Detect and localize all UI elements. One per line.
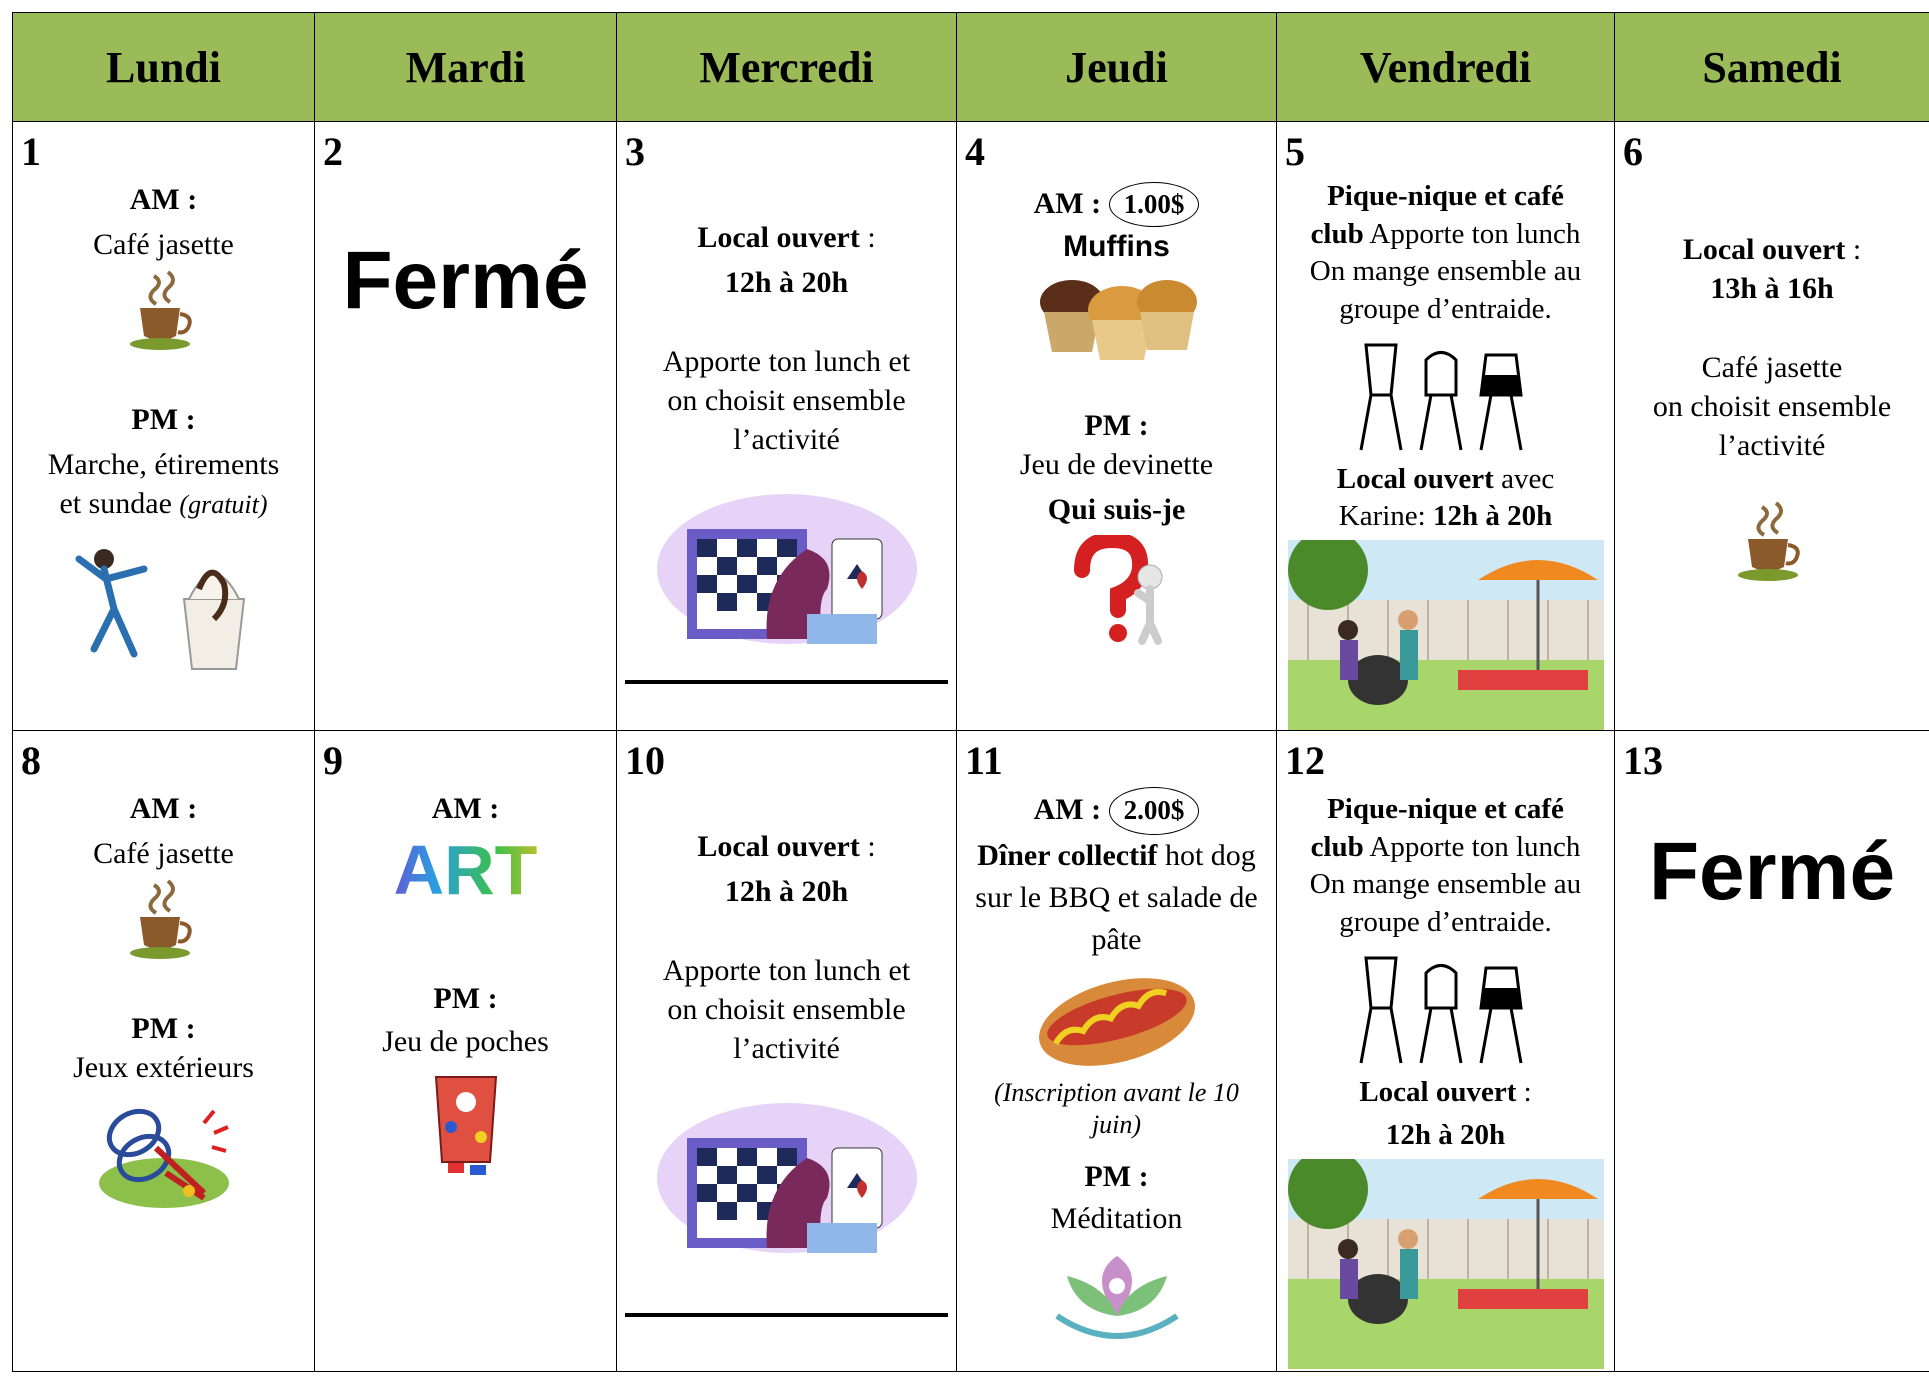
day-number: 1 (21, 129, 41, 174)
bbq-picnic-icon (1288, 1159, 1604, 1369)
day-number: 4 (965, 129, 985, 174)
meditation-icon (1037, 1246, 1197, 1346)
description-line: On mange ensemble au (1309, 868, 1582, 901)
day-cell (957, 731, 1277, 1372)
open-label: Local ouvert (1682, 233, 1846, 266)
day-cell (13, 731, 315, 1372)
club-text: Apporte ton lunch (1363, 830, 1581, 863)
art-logo: ART (315, 832, 616, 909)
day-number: 10 (625, 738, 665, 783)
coffee-cup-icon (124, 879, 204, 963)
colon: : (1845, 233, 1862, 266)
am-activity: Café jasette (93, 228, 234, 261)
divider-line (625, 680, 948, 684)
day-cell (1277, 731, 1615, 1372)
description-line: Apporte ton lunch et (662, 345, 911, 378)
description-line: on choisit ensemble (667, 993, 906, 1026)
week-row (13, 731, 1929, 1372)
am-activity: Muffins (1063, 230, 1170, 264)
day-number: 3 (625, 129, 645, 174)
cornhole-board-icon (426, 1067, 506, 1177)
header-row (13, 13, 1929, 122)
day-number: 2 (323, 129, 343, 174)
description-line: On mange ensemble au (1309, 255, 1582, 288)
club-label: club (1310, 830, 1364, 863)
am-label: AM : (431, 792, 500, 825)
header-vendredi: Vendredi (1277, 13, 1615, 122)
am-label: AM : (129, 183, 198, 216)
am-label: AM : (1033, 793, 1102, 826)
day-cell (1615, 122, 1929, 731)
day-number: 6 (1623, 129, 1643, 174)
description-line: groupe d’entraide. (1339, 293, 1552, 326)
badminton-icon (94, 1093, 234, 1213)
description-line: on choisit ensemble (667, 384, 906, 417)
description-line: Café jasette (1701, 351, 1843, 384)
price-badge: 1.00$ (1109, 182, 1200, 227)
pm-note: (gratuit) (179, 490, 268, 519)
walking-coffee-pots-icon (1346, 948, 1546, 1068)
coffee-cup-icon (1732, 501, 1812, 585)
coffee-cup-icon (124, 270, 204, 354)
picnic-title: Pique-nique et café (1327, 793, 1564, 825)
pm-activity: Marche, étirements (47, 448, 280, 481)
pm-label: PM : (131, 1012, 196, 1045)
description-line: l’activité (733, 1032, 840, 1065)
question-mark-icon (1062, 535, 1172, 645)
day-number: 9 (323, 738, 343, 783)
pm-activity: Jeu de devinette (1019, 448, 1214, 482)
day-cell (617, 122, 957, 731)
am-activity: Café jasette (93, 837, 234, 870)
description-line: pâte (1091, 922, 1142, 956)
pm-activity-2: et sundae (59, 487, 172, 520)
day-cell (315, 731, 617, 1372)
closed-label: Fermé (342, 235, 589, 326)
description-line: l’activité (1718, 429, 1826, 462)
open-label: Local ouvert (1359, 1075, 1517, 1108)
colon: : (859, 221, 876, 254)
colon: : (859, 830, 876, 863)
day-number: 5 (1285, 129, 1305, 174)
day-cell (1277, 122, 1615, 731)
am-label: AM : (1033, 187, 1102, 220)
hours: 13h à 16h (1710, 272, 1834, 305)
open-label: Local ouvert (697, 830, 860, 863)
pm-activity: Jeu de poches (382, 1025, 549, 1058)
stretching-and-sundae-icon (64, 529, 264, 679)
description-line: Apporte ton lunch et (662, 954, 911, 987)
day-number: 11 (965, 738, 1003, 783)
description-line: l’activité (733, 423, 840, 456)
board-games-icon (647, 1098, 927, 1268)
day-number: 8 (21, 738, 41, 783)
hot-dog-icon (1032, 967, 1202, 1067)
price-badge: 2.00$ (1109, 787, 1200, 835)
walking-coffee-pots-icon (1346, 335, 1546, 455)
diner-text: hot dog (1157, 838, 1256, 872)
hours: 12h à 20h (1385, 1119, 1506, 1152)
header-jeudi: Jeudi (957, 13, 1277, 122)
pm-label: PM : (1084, 1159, 1149, 1193)
week-row (13, 122, 1929, 731)
am-label: AM : (129, 792, 198, 825)
day-cell (315, 122, 617, 731)
day-number: 13 (1623, 738, 1663, 783)
open-label: Local ouvert (697, 221, 860, 254)
club-text: Apporte ton lunch (1363, 217, 1581, 250)
note-line: juin) (1091, 1110, 1142, 1140)
picnic-title: Pique-nique et café (1327, 180, 1564, 212)
pm-label: PM : (131, 403, 196, 436)
board-games-icon (647, 489, 927, 659)
hours: 12h à 20h (724, 875, 849, 908)
bbq-picnic-icon (1288, 540, 1604, 730)
open-label: Local ouvert (1336, 462, 1494, 495)
day-cell (617, 731, 957, 1372)
pm-activity-bold: Qui suis-je (1047, 493, 1186, 527)
description-line: sur le BBQ et salade de (975, 880, 1258, 914)
closed-label: Fermé (1648, 826, 1896, 917)
hours: 12h à 20h (1432, 500, 1553, 533)
pm-activity: Jeux extérieurs (73, 1051, 254, 1084)
day-cell (13, 122, 315, 731)
karine-label: Karine: (1338, 500, 1433, 533)
note-line: (Inscription avant le 10 (994, 1077, 1239, 1107)
header-samedi: Samedi (1615, 13, 1929, 122)
pm-label: PM : (1084, 409, 1149, 443)
diner-label: Dîner collectif (977, 838, 1158, 872)
day-cell (1615, 731, 1929, 1372)
colon: : (1516, 1075, 1532, 1108)
divider-line (625, 1313, 948, 1317)
calendar-table (12, 12, 1929, 1372)
header-mercredi: Mercredi (617, 13, 957, 122)
open-text: avec (1493, 462, 1555, 495)
calendar (12, 12, 1929, 1383)
header-lundi: Lundi (13, 13, 315, 122)
muffins-icon (1032, 272, 1202, 362)
description-line: on choisit ensemble (1652, 390, 1892, 423)
header-mardi: Mardi (315, 13, 617, 122)
pm-activity: Méditation (1050, 1201, 1183, 1235)
day-number: 12 (1285, 738, 1325, 783)
hours: 12h à 20h (724, 266, 849, 299)
description-line: groupe d’entraide. (1339, 906, 1552, 939)
day-cell (957, 122, 1277, 731)
pm-label: PM : (433, 982, 498, 1015)
club-label: club (1310, 217, 1364, 250)
